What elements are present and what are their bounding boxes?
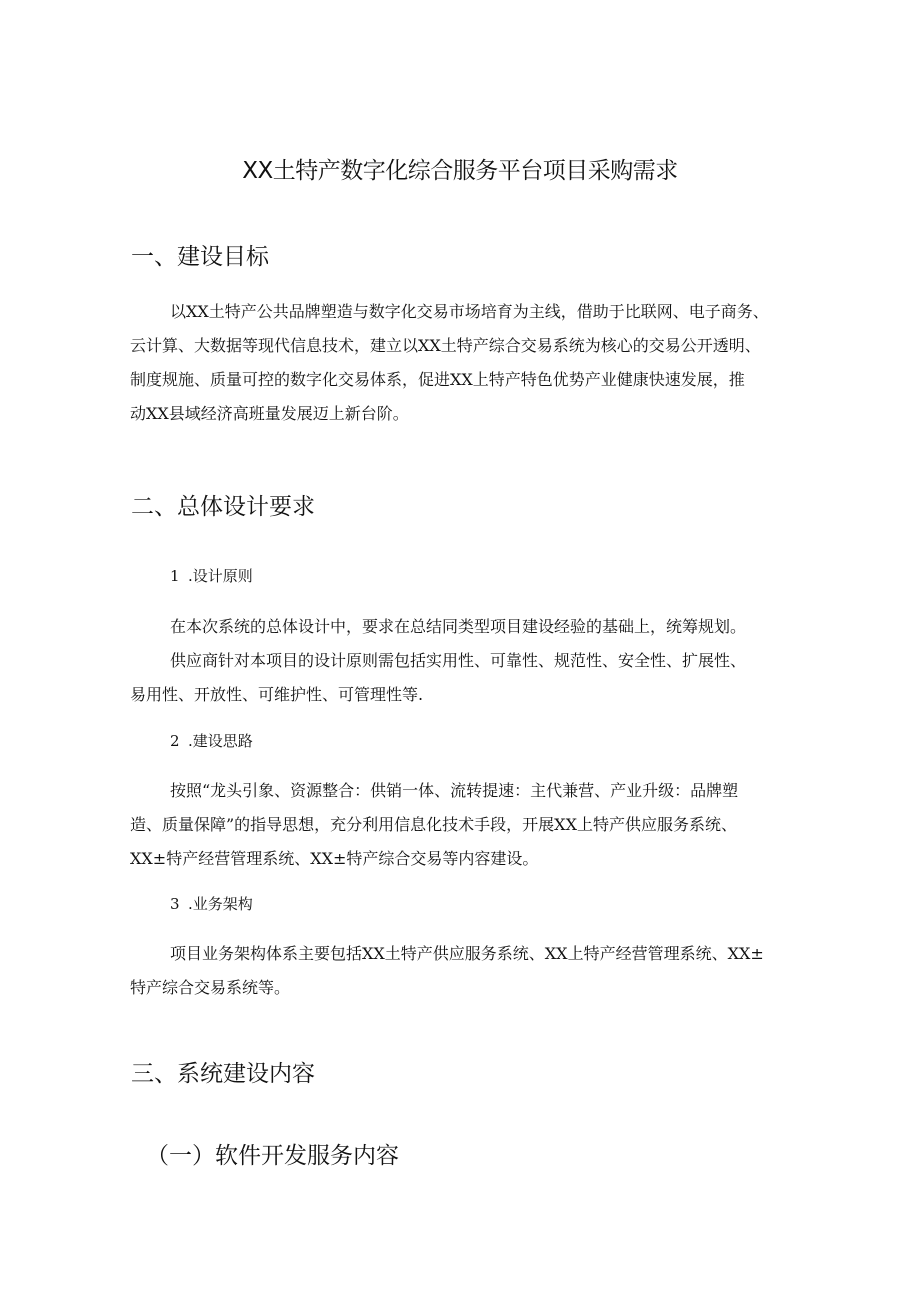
section-heading-system-content: 三、系统建设内容 [131, 1061, 315, 1087]
subsection-design-principles [170, 565, 253, 586]
section-heading-goals: 一、建设目标 [131, 244, 269, 270]
paragraph-line: 供应商针对本项目的设计原则需包括实用性、可靠性、规范性、安全性、扩展性、 [170, 651, 747, 670]
subsection-construction-approach [170, 730, 253, 751]
design-principles-paragraph [130, 610, 800, 712]
section-heading-design-requirements: 二、总体设计要求 [131, 494, 315, 520]
paragraph-line: 以XX土特产公共品牌塑造与数字化交易市场培育为主线，借助于比联网、电子商务、 [170, 302, 769, 321]
paragraph-line: 在本次系统的总体设计中，要求在总结同类型项目建设经验的基础上，统筹规划。 [170, 617, 747, 636]
paragraph-line: 动XX县域经济高班量发展迈上新台阶。 [130, 404, 409, 423]
subsection-number: 3 [170, 895, 180, 913]
subsection-number: 2 [170, 732, 180, 750]
subheading-software-development: （一）软件开发服务内容 [146, 1143, 399, 1169]
paragraph-line: 制度规施、质量可控的数字化交易体系，促进XX上特产特色优势产业健康快速发展，推 [130, 370, 745, 389]
subsection-label: .建设思路 [188, 732, 253, 750]
business-architecture-paragraph [130, 937, 800, 1005]
construction-approach-paragraph [130, 774, 800, 876]
subsection-business-architecture [170, 893, 253, 914]
subsection-label: .设计原则 [188, 567, 253, 585]
paragraph-line: 易用性、开放性、可维护性、可管理性等. [130, 685, 424, 704]
subsection-label: .业务架构 [188, 895, 253, 913]
goals-paragraph [130, 295, 800, 431]
paragraph-line: 特产综合交易系统等。 [130, 978, 291, 997]
paragraph-line: XX±特产经营管理系统、XX±特产综合交易等内容建设。 [130, 849, 539, 868]
paragraph-line: 云计算、大数据等现代信息技术，建立以XX土特产综合交易系统为核心的交易公开透明、 [130, 336, 761, 355]
paragraph-line: 造、质量保障”的指导思想，充分利用信息化技术手段，开展XX上特产供应服务系统、 [130, 815, 737, 834]
paragraph-line: 项目业务架构体系主要包括XX土特产供应服务系统、XX上特产经营管理系统、XX± [170, 944, 764, 963]
document-title: XX土特产数字化综合服务平台项目采购需求 [242, 158, 678, 184]
subsection-number: 1 [170, 567, 180, 585]
paragraph-line: 按照“龙头引象、资源整合：供销一体、流转提速：主代兼营、产业升级：品牌塑 [170, 781, 739, 800]
